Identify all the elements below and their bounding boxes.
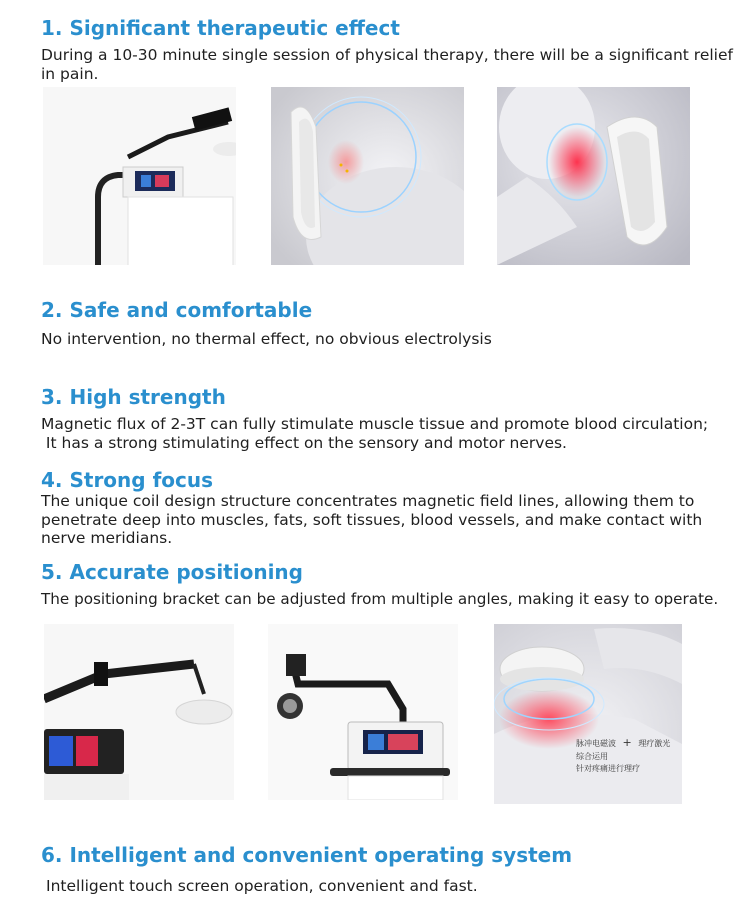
section-5-text xyxy=(41,590,718,609)
section-4-title: 4. Strong focus xyxy=(41,468,214,492)
caption-line-1 xyxy=(576,736,670,749)
section-4-text xyxy=(41,492,702,548)
section-4-line-2: penetrate deep into muscles, fats, soft tissues, blood vessels, and make contact with xyxy=(41,510,703,529)
section-1-line-2: in pain. xyxy=(41,64,99,83)
section-6-line-1: Intelligent touch screen operation, convenient and fast. xyxy=(46,877,478,895)
section-3-line-1: Magnetic flux of 2-3T can fully stimulate muscle tissue and promote blood circulation; xyxy=(41,415,709,433)
coil-shoulder-red-icon xyxy=(494,624,682,804)
coil-shoulder-red-image xyxy=(494,624,682,804)
section-3-line-2: It has a strong stimulating effect on the sensory and motor nerves. xyxy=(41,433,567,452)
section-1-line-1: During a 10-30 minute single session of physical therapy, there will be a significant relief xyxy=(41,46,733,64)
caption-plus: + xyxy=(622,736,632,749)
bracket-arm-icon xyxy=(44,624,234,800)
device-screen-image xyxy=(268,624,458,800)
device-screen-icon xyxy=(268,624,458,800)
section-5-line-1: The positioning bracket can be adjusted from multiple angles, making it easy to operate. xyxy=(41,590,719,608)
coil-neck-image xyxy=(497,87,690,265)
section-2-line-1: No intervention, no thermal effect, no obvious electrolysis xyxy=(41,330,492,348)
section-3-text xyxy=(41,415,708,452)
caption-laser: 理疗激光 xyxy=(638,739,671,748)
section-2-title: 2. Safe and comfortable xyxy=(41,298,313,322)
coil-shoulder-image xyxy=(271,87,464,265)
section-1-title: 1. Significant therapeutic effect xyxy=(41,16,400,40)
bracket-arm-image xyxy=(44,624,234,800)
caption-line-2: 综合运用 xyxy=(576,752,608,761)
section-2-text xyxy=(41,330,492,349)
section-6-title: 6. Intelligent and convenient operating system xyxy=(41,843,573,867)
caption-pulse: 脉冲电磁波 xyxy=(576,739,616,748)
section-5-title: 5. Accurate positioning xyxy=(41,560,303,584)
section-1-text xyxy=(41,46,733,83)
section-6-text xyxy=(46,877,478,896)
coil-neck-icon xyxy=(497,87,690,265)
device-arm-icon xyxy=(43,87,236,265)
section-4-line-3: nerve meridians. xyxy=(41,529,173,547)
device-arm-image xyxy=(43,87,236,265)
section-4-line-1: The unique coil design structure concentrates magnetic field lines, allowing them to xyxy=(41,492,695,510)
caption-line-3: 针对疼痛进行理疗 xyxy=(576,764,640,773)
section-3-title: 3. High strength xyxy=(41,385,226,409)
coil-shoulder-icon xyxy=(271,87,464,265)
